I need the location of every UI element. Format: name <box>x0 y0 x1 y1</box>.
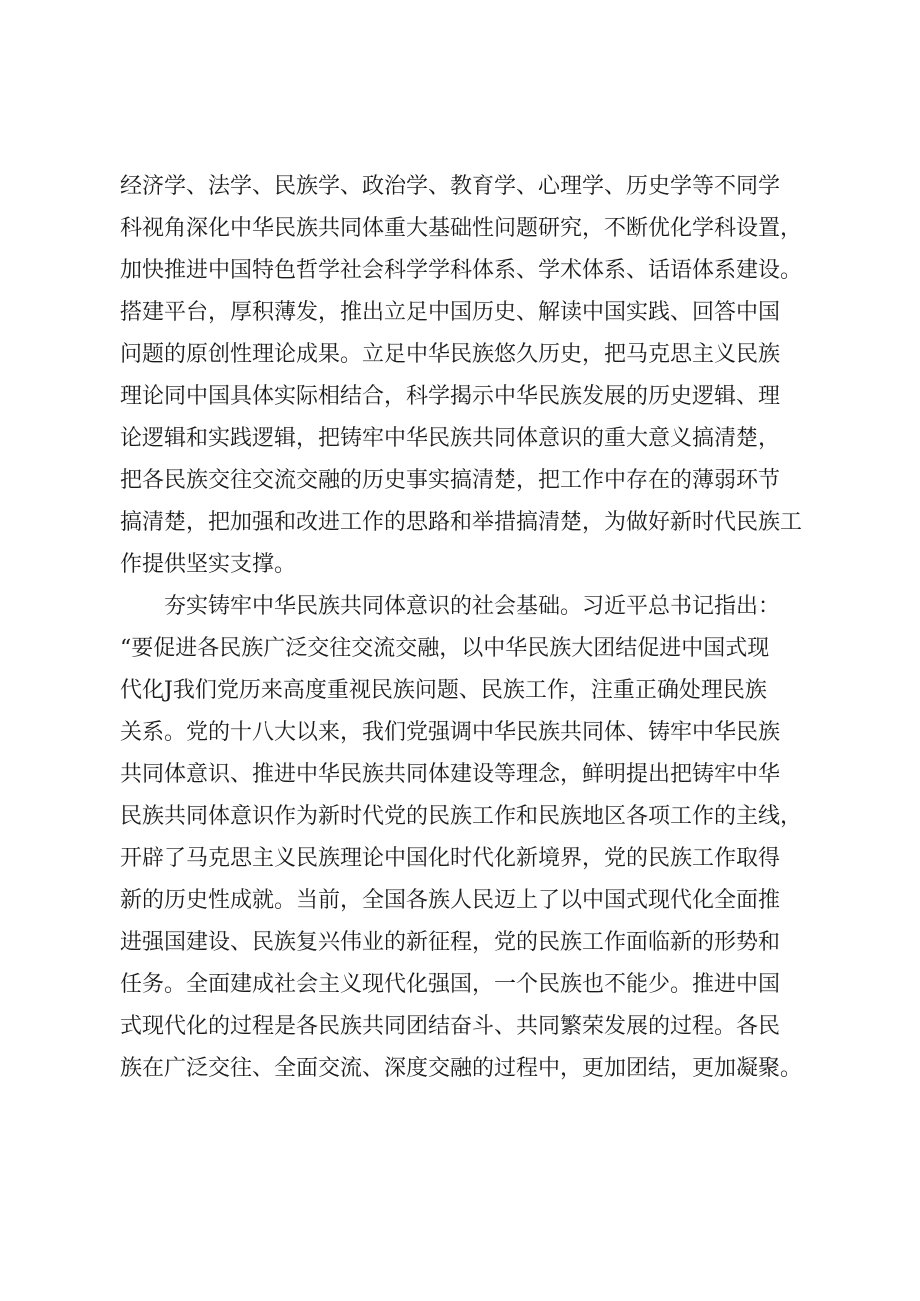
text-line: 经济学、法学、民族学、政治学、教育学、心理学、历史学等不同学 <box>120 174 781 199</box>
text-line: 开辟了马克思主义民族理论中国化时代化新境界，党的民族工作取得 <box>120 846 781 871</box>
text-line: 关系。党的十八大以来，我们党强调中华民族共同体、铸牢中华民族 <box>120 720 781 745</box>
text-line: 论逻辑和实践逻辑，把铸牢中华民族共同体意识的重大意义搞清楚， <box>120 426 781 451</box>
text-line: 理论同中国具体实际相结合，科学揭示中华民族发展的历史逻辑、理 <box>120 384 781 409</box>
text-line: 加快推进中国特色哲学社会科学学科体系、学术体系、话语体系建设。 <box>120 258 803 283</box>
paragraph-2 <box>120 586 830 1090</box>
text-line: 把各民族交往交流交融的历史事实搞清楚，把工作中存在的薄弱环节 <box>120 468 781 493</box>
text-line: 任务。全面建成社会主义现代化强国，一个民族也不能少。推进中国 <box>120 972 781 997</box>
text-line: 代化J我们党历来高度重视民族问题、民族工作，注重正确处理民族 <box>120 678 767 703</box>
text-line: 式现代化的过程是各民族共同团结奋斗、共同繁荣发展的过程。各民 <box>120 1014 781 1039</box>
text-line: 夯实铸牢中华民族共同体意识的社会基础。习近平总书记指出： <box>164 594 781 619</box>
text-line: 科视角深化中华民族共同体重大基础性问题研究，不断优化学科设置， <box>120 216 803 241</box>
text-line: “要促进各民族广泛交往交流交融，以中华民族大团结促进中国式现 <box>120 636 770 661</box>
text-line: 搭建平台，厚积薄发，推出立足中国历史、解读中国实践、回答中国 <box>120 300 781 325</box>
text-line: 进强国建设、民族复兴伟业的新征程，党的民族工作面临新的形势和 <box>120 930 781 955</box>
text-line: 民族共同体意识作为新时代党的民族工作和民族地区各项工作的主线， <box>120 804 803 829</box>
text-line: 新的历史性成就。当前，全国各族人民迈上了以中国式现代化全面推 <box>120 888 781 913</box>
text-line: 共同体意识、推进中华民族共同体建设等理念，鲜明提出把铸牢中华 <box>120 762 781 787</box>
body-text <box>120 166 830 1090</box>
text-line: 族在广泛交往、全面交流、深度交融的过程中，更加团结，更加凝聚。 <box>120 1056 803 1081</box>
text-line: 搞清楚，把加强和改进工作的思路和举措搞清楚，为做好新时代民族工 <box>120 510 803 535</box>
text-line: 问题的原创性理论成果。立足中华民族悠久历史，把马克思主义民族 <box>120 342 781 367</box>
paragraph-1 <box>120 166 830 586</box>
text-line: 作提供坚实支撑。 <box>120 552 297 577</box>
